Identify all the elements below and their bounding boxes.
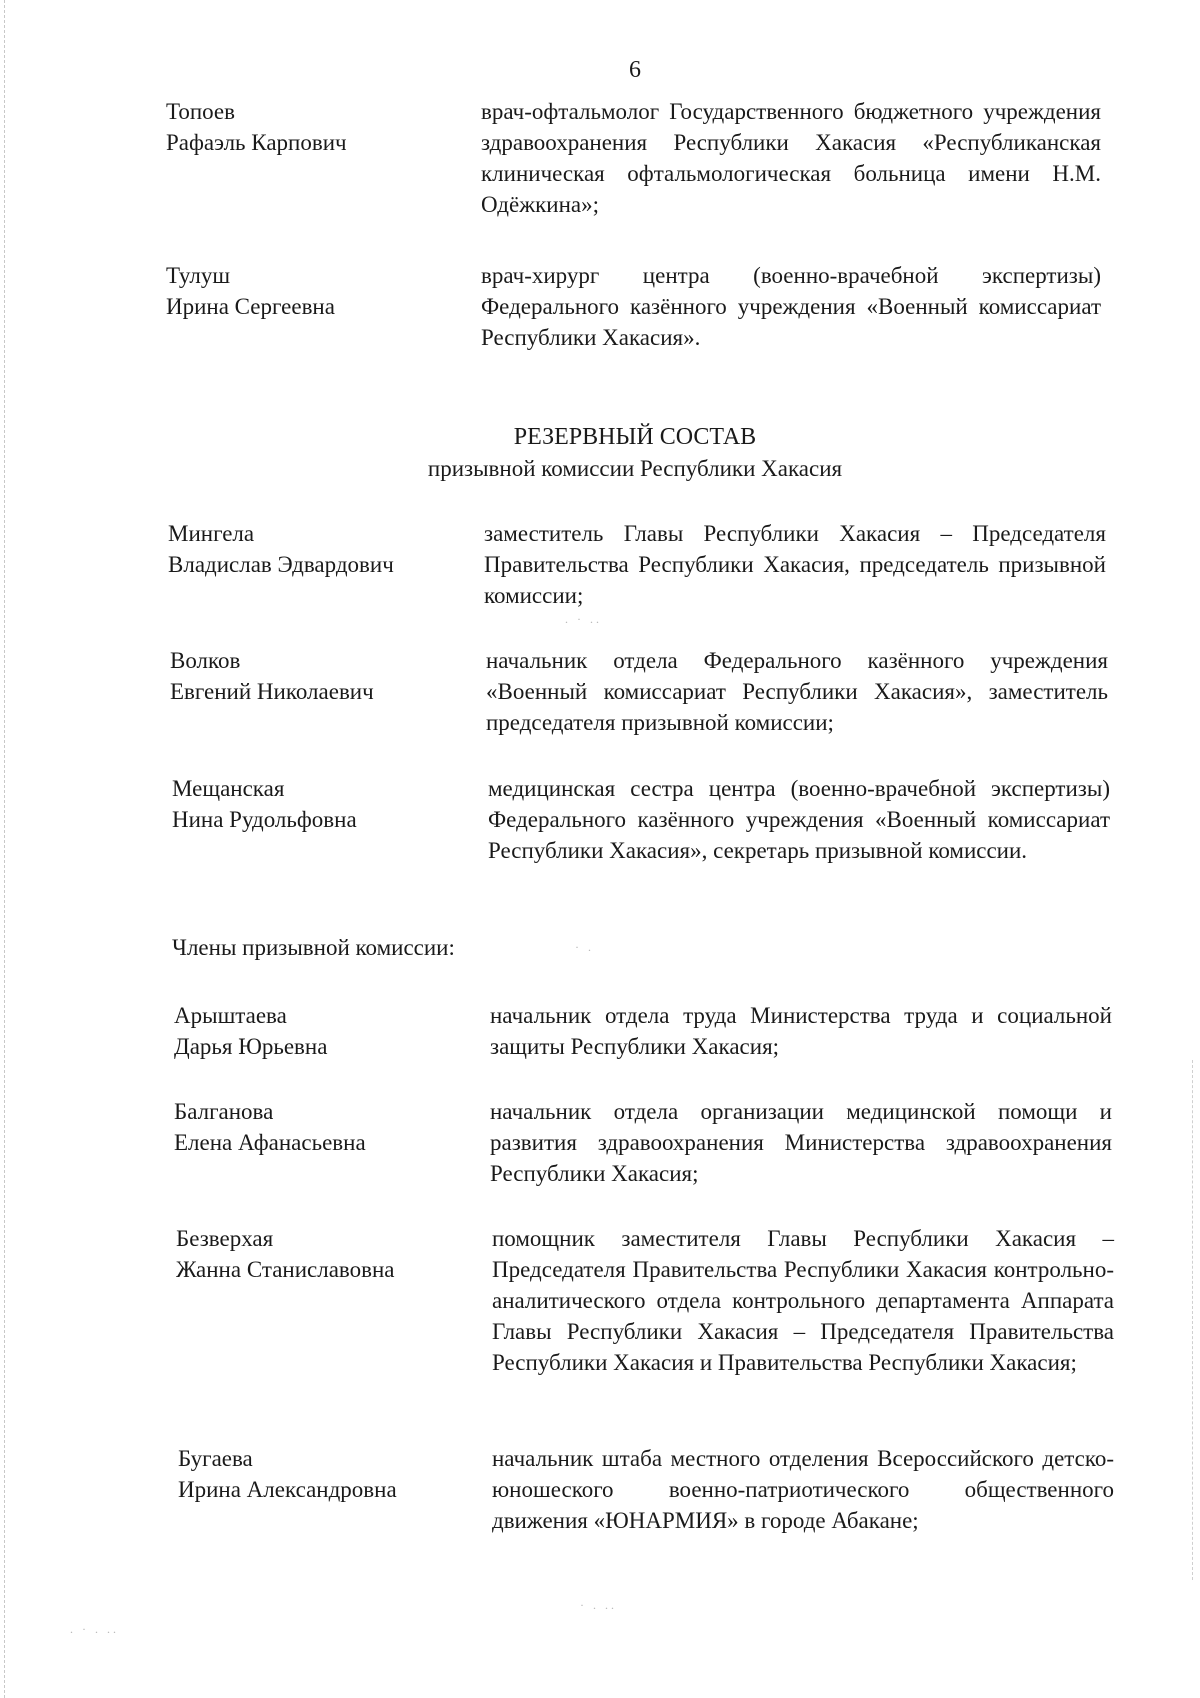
member-position: помощник заместителя Главы Республики Хакасия – Председателя Правительства Республики Хакасия контрольно-аналитического отдела контрольного департамента Аппарата Главы Республики Хакасия – Председателя Правительства Республики Хакасия и Правительства Республики Хакасия;	[492, 1226, 1114, 1375]
member-name	[178, 1443, 468, 1505]
member-name	[166, 96, 456, 158]
member-name	[170, 645, 460, 707]
member-name	[174, 1096, 464, 1158]
scan-speck: · .	[575, 940, 594, 954]
member-position: медицинская сестра центра (военно-врачебной экспертизы) Федерального казённого учреждения «Военный комиссариат Республики Хакасия», секретарь призывной комиссии.	[488, 776, 1110, 863]
member-surname: Топоев	[166, 99, 235, 124]
member-given-name: Жанна Станиславовна	[176, 1257, 395, 1282]
member-given-name: Рафаэль Карпович	[166, 130, 347, 155]
section-title: РЕЗЕРВНЫЙ СОСТАВ	[513, 424, 757, 450]
page-number: 6	[629, 57, 641, 83]
member-position: начальник отдела организации медицинской помощи и развития здравоохранения Министерства здравоохранения Республики Хакасия;	[490, 1099, 1112, 1186]
member-surname: Балганова	[174, 1099, 274, 1124]
scan-speck: . · . ..	[70, 1622, 119, 1636]
member-given-name: Евгений Николаевич	[170, 679, 374, 704]
scan-edge-right	[1192, 1060, 1194, 1580]
members-label: Члены призывной комиссии:	[172, 935, 455, 960]
member-position: начальник штаба местного отделения Всероссийского детско-юношеского военно-патриотического общественного движения «ЮНАРМИЯ» в городе Абакане;	[492, 1446, 1114, 1533]
member-surname: Безверхая	[176, 1226, 274, 1251]
member-given-name: Дарья Юрьевна	[174, 1034, 328, 1059]
member-position: начальник отдела труда Министерства труда и социальной защиты Республики Хакасия;	[490, 1003, 1112, 1059]
member-surname: Мингела	[168, 521, 255, 546]
scan-speck: . · ..	[565, 612, 602, 626]
scan-edge-left	[4, 0, 6, 1698]
scan-speck: · . ..	[580, 1598, 617, 1612]
member-position: начальник отдела Федерального казённого учреждения «Военный комиссариат Республики Хакасия», заместитель председателя призывной комиссии;	[486, 648, 1108, 735]
member-name	[176, 1223, 466, 1285]
member-given-name: Нина Рудольфовна	[172, 807, 357, 832]
member-position: врач-хирург центра (военно-врачебной экспертизы) Федерального казённого учреждения «Военный комиссариат Республики Хакасия».	[481, 263, 1101, 350]
member-surname: Тулуш	[166, 263, 231, 288]
member-position: врач-офтальмолог Государственного бюджетного учреждения здравоохранения Республики Хакасия «Республиканская клиническая офтальмологическая больница имени Н.М. Одёжкина»;	[481, 99, 1101, 217]
member-name	[168, 518, 458, 580]
member-name	[172, 773, 462, 835]
section-heading	[0, 421, 1200, 485]
member-given-name: Владислав Эдвардович	[168, 552, 394, 577]
member-surname: Арыштаева	[174, 1003, 287, 1028]
member-surname: Мещанская	[172, 776, 285, 801]
section-subtitle: призывной комиссии Республики Хакасия	[427, 456, 843, 481]
member-surname: Бугаева	[178, 1446, 253, 1471]
member-given-name: Ирина Александровна	[178, 1477, 397, 1502]
member-position: заместитель Главы Республики Хакасия – Председателя Правительства Республики Хакасия, председатель призывной комиссии;	[484, 521, 1106, 608]
member-name	[166, 260, 456, 322]
member-name	[174, 1000, 464, 1062]
member-given-name: Ирина Сергеевна	[166, 294, 335, 319]
member-given-name: Елена Афанасьевна	[174, 1130, 366, 1155]
member-surname: Волков	[170, 648, 241, 673]
